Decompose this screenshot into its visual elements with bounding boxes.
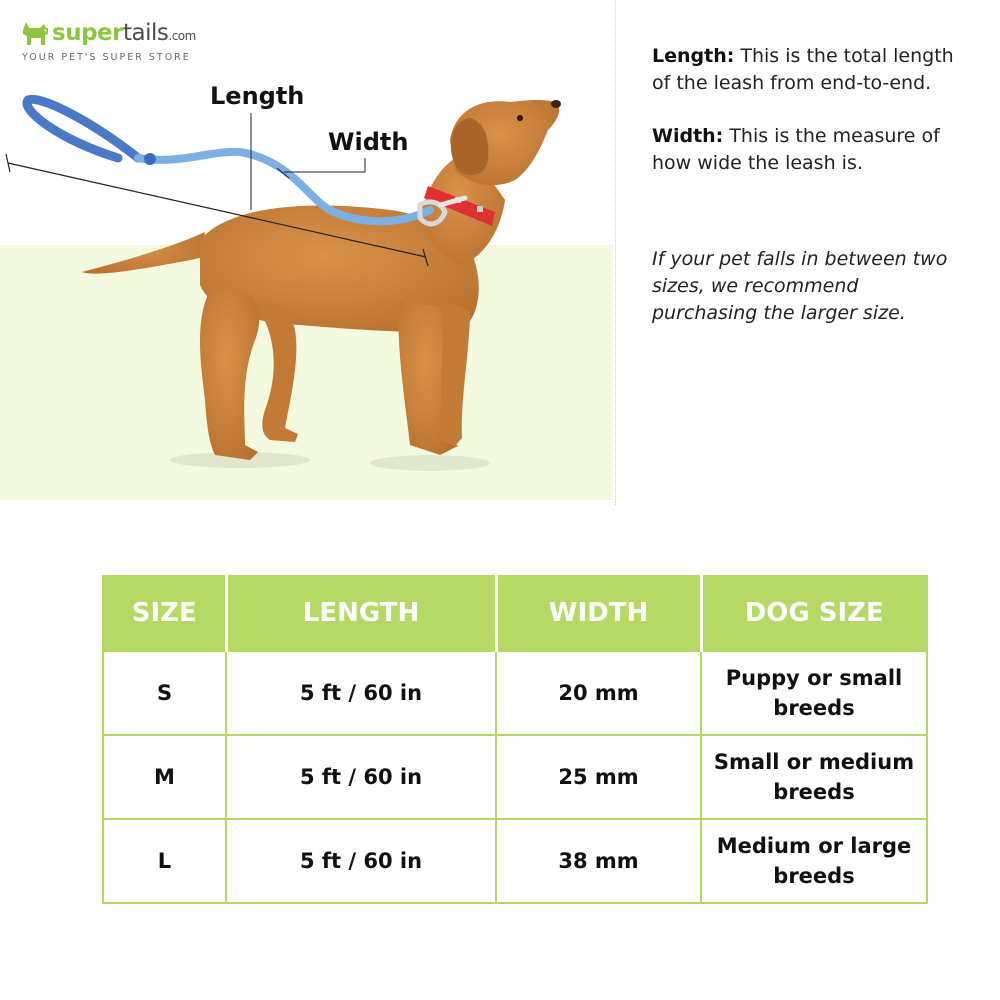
size-recommendation-note: If your pet falls in between two sizes, we recommend purchasing the larger size. (652, 248, 948, 324)
cell-dog-size: Medium or large breeds (701, 819, 927, 903)
cell-size: S (103, 651, 226, 735)
section-divider (615, 0, 616, 505)
width-term: Width: (652, 125, 724, 147)
brand-tagline: YOUR PET'S SUPER STORE (22, 52, 191, 63)
cell-dog-size: Small or medium breeds (701, 735, 927, 819)
cell-length: 5 ft / 60 in (226, 735, 496, 819)
cell-size: M (103, 735, 226, 819)
width-description (652, 123, 962, 177)
cell-size: L (103, 819, 226, 903)
brand-wordmark: supertails.com (52, 20, 196, 46)
dog-with-leash-illustration (0, 60, 613, 500)
header-length: LENGTH (226, 575, 496, 651)
cell-length: 5 ft / 60 in (226, 819, 496, 903)
dog-logo-icon (20, 18, 52, 48)
header-size: SIZE (103, 575, 226, 651)
table-row (103, 651, 927, 735)
width-text: This is the measure of how wide the leash is. (652, 125, 940, 174)
length-text: This is the total length of the leash from end-to-end. (652, 45, 954, 94)
table-row (103, 819, 927, 903)
table-header-row (103, 575, 927, 651)
length-description (652, 43, 962, 97)
cell-width: 38 mm (496, 819, 701, 903)
cell-dog-size: Puppy or small breeds (701, 651, 927, 735)
width-label: Width (328, 128, 409, 156)
header-dog-size: DOG SIZE (701, 575, 927, 651)
cell-width: 25 mm (496, 735, 701, 819)
length-term: Length: (652, 45, 735, 67)
table-row (103, 735, 927, 819)
cell-width: 20 mm (496, 651, 701, 735)
header-width: WIDTH (496, 575, 701, 651)
length-label: Length (210, 82, 305, 110)
brand-logo[interactable] (20, 14, 220, 64)
cell-length: 5 ft / 60 in (226, 651, 496, 735)
size-chart-table (102, 575, 928, 904)
